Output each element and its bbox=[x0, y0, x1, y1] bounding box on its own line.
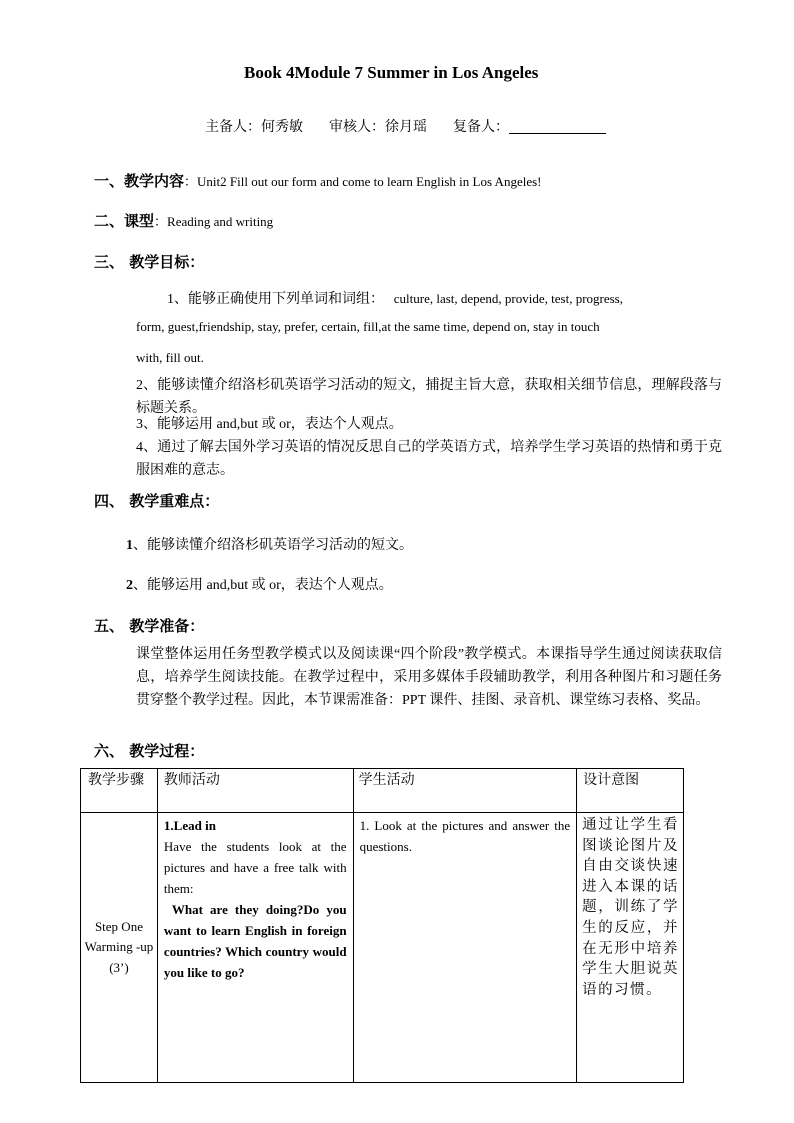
intent-text: 通过让学生看图谈论图片及自由交谈快速进入本课的话题，训练了学生的反应，并在无形中培养学生大胆说英语的习惯。 bbox=[582, 817, 679, 998]
section-2-content: Reading and writing bbox=[167, 214, 274, 229]
section-1 bbox=[94, 170, 541, 191]
objective-2: 2、能够读懂介绍洛杉矶英语学习活动的短文，捕捉主旨大意，获取相关细节信息，理解段落与标题关系。 bbox=[136, 378, 722, 416]
process-table bbox=[80, 768, 684, 1083]
lead-in-title: 1.Lead in bbox=[163, 818, 216, 833]
teacher-activity-text: Have the students look at the pictures and have a free talk with them: bbox=[163, 839, 347, 896]
student-activity-text: 1. Look at the pictures and answer the questions. bbox=[359, 818, 571, 854]
objective-3: 3、能够运用 and,but 或 or，表达个人观点。 bbox=[136, 417, 403, 432]
key-point-1-number: 1 bbox=[126, 538, 133, 553]
student-activity-cell bbox=[353, 813, 577, 1083]
header-intent: 设计意图 bbox=[577, 769, 684, 813]
reviewer: 审核人：徐月瑶 bbox=[329, 120, 427, 135]
section-1-colon: ： bbox=[184, 174, 198, 189]
key-point-1 bbox=[126, 534, 413, 554]
objective-4: 4、通过了解去国外学习英语的情况反思自己的学英语方式，培养学生学习英语的热情和勇于克服困难的意志。 bbox=[136, 440, 722, 478]
preparation-text: 课堂整体运用任务型教学模式以及阅读课“四个阶段”教学模式。本课指导学生通过阅读获取信息，培养学生阅读技能。在教学过程中，采用多媒体手段辅助教学，利用各种图片和习题任务贯穿整个教学过程。因此，本节课需准备：PPT 课件、挂图、录音机、课堂练习表格、奖品。 bbox=[136, 647, 722, 708]
teacher-question: What are they doing?Do you want to learn English in foreign countries? Which country would you like to go? bbox=[163, 902, 347, 980]
section-2-colon: ： bbox=[154, 214, 168, 229]
section-1-content: Unit2 Fill out our form and come to learn English in Los Angeles! bbox=[197, 174, 542, 189]
section-3-label: 三、 教学目标： bbox=[94, 253, 205, 271]
objective-1-en: culture, last, depend, provide, test, progress, bbox=[393, 291, 623, 306]
preparer: 主备人：何秀敏 bbox=[205, 120, 303, 135]
objective-1-line-1 bbox=[167, 288, 623, 308]
page-title: Book 4Module 7 Summer in Los Angeles bbox=[244, 63, 539, 82]
re-preparer: 复备人： bbox=[453, 120, 509, 135]
intent-cell bbox=[577, 813, 684, 1083]
table-row bbox=[81, 813, 684, 1083]
section-2-label: 二、课型 bbox=[94, 212, 155, 230]
objective-1-line-3: with, fill out. bbox=[136, 350, 204, 365]
header-teacher: 教师活动 bbox=[157, 769, 353, 813]
header-student: 学生活动 bbox=[353, 769, 577, 813]
step-cell bbox=[81, 813, 158, 1083]
section-4-label: 四、 教学重难点： bbox=[94, 492, 220, 510]
section-6-label: 六、 教学过程： bbox=[94, 742, 205, 760]
teacher-activity-cell bbox=[157, 813, 353, 1083]
re-preparer-blank bbox=[509, 119, 606, 134]
section-5-label: 五、 教学准备： bbox=[94, 617, 205, 635]
key-point-2 bbox=[126, 574, 393, 594]
key-point-2-number: 2 bbox=[126, 578, 133, 593]
step-label: Step One Warming -up (3’) bbox=[84, 918, 154, 975]
preparers-line bbox=[205, 116, 606, 136]
header-step: 教学步骤 bbox=[81, 769, 158, 813]
objective-1-cn: 1、能够正确使用下列单词和词组： bbox=[167, 292, 384, 307]
objective-1-line-2: form, guest,friendship, stay, prefer, certain, fill,at the same time, depend on, stay in touch bbox=[136, 319, 600, 334]
key-point-1-text: 、能够读懂介绍洛杉矶英语学习活动的短文。 bbox=[133, 538, 413, 553]
key-point-2-text: 、能够运用 and,but 或 or，表达个人观点。 bbox=[133, 578, 393, 593]
table-header-row bbox=[81, 769, 684, 813]
section-2 bbox=[94, 210, 273, 231]
section-1-label: 一、教学内容 bbox=[94, 172, 185, 190]
